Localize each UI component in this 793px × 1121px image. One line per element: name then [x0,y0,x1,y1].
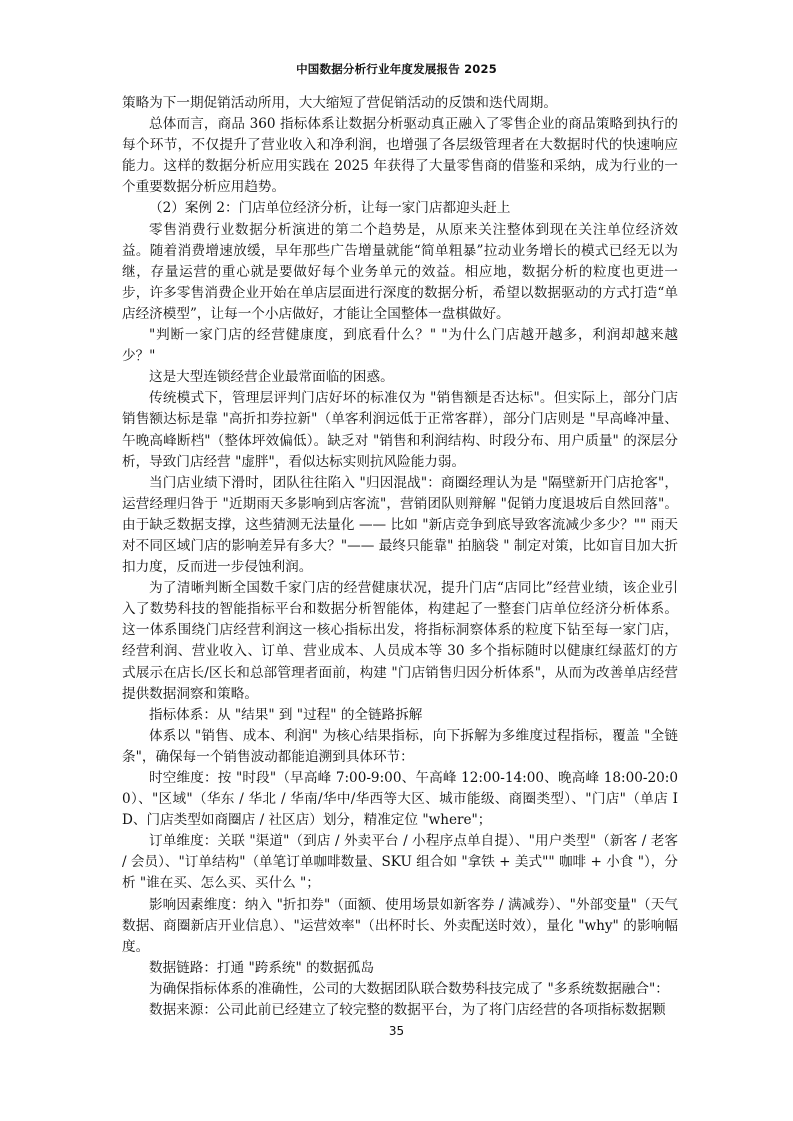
paragraph: 零售消费行业数据分析演进的第二个趋势是，从原来关注整体到现在关注单位经济效益。随着消费增速放缓，早年那些广告增量就能“简单粗暴”拉动业务增长的模式已经无以为继，存量运营的重心就是要做好每个业务单元的效益。相应地，数据分析的粒度也更进一步，许多零售消费企业开始在单店层面进行深度的数据分析，希望以数据驱动的方式打造“单店经济模型”，让每一个小店做好，才能让全国整体一盘棋做好。 [122,221,678,322]
report-body [122,93,678,1021]
paragraph: 策略为下一期促销活动所用，大大缩短了营促销活动的反馈和迭代周期。 [122,95,557,111]
paragraph: 为确保指标体系的准确性，公司的大数据团队联合数势科技完成了 "多系统数据融合"： [149,980,669,997]
report-header-title: 中国数据分析行业年度发展报告 2025 [296,62,497,76]
paragraph: 这是大型连锁经营企业最常面临的困惑。 [149,369,394,386]
subheading-metric-system: 指标体系：从 "结果" 到 "过程" 的全链路拆解 [149,706,423,723]
page-number: 35 [388,1024,405,1038]
paragraph-influence-dimension: 影响因素维度：纳入 "折扣券"（面额、使用场景如新客券 / 满减券）、"外部变量"（天气数据、商圈新店开业信息）、"运营效率"（出杯时长、外卖配送时效），量化 "why" 的影响幅度。 [122,896,678,955]
paragraph: "判断一家门店的经营健康度，到底看什么？" "为什么门店越开越多，利润却越来越少？" [122,327,678,365]
paragraph: 体系以 "销售、成本、利润" 为核心结果指标，向下拆解为多维度过程指标，覆盖 "全链条"，确保每一个销售波动都能追溯到具体环节： [122,727,678,765]
subheading-data-pipeline: 数据链路：打通 "跨系统" 的数据孤岛 [149,959,375,976]
paragraph: 数据来源：公司此前已经建立了较完整的数据平台，为了将门店经营的各项指标数据颗 [149,1002,666,1019]
paragraph: 为了清晰判断全国数千家门店的经营健康状况，提升门店“店同比”经营业绩，该企业引入了数势科技的智能指标平台和数据分析智能体，构建起了一整套门店单位经济分析体系。这一体系围绕门店经营利润这一核心指标出发，将指标洞察体系的粒度下钻至每一家门店，经营利润、营业收入、订单、营业成本、人员成本等 30 多个指标随时以健康红绿蓝灯的方式展示在店长/区长和总部管理者面前，构建 "门店销售归因分析体系"，从而为改善单店经营提供数据洞察和策略。 [122,580,678,702]
paragraph-time-space-dimension: 时空维度：按 "时段"（早高峰 7:00-9:00、午高峰 12:00-14:00、晚高峰 18:00-20:00）、"区域"（华东 / 华北 / 华南/华中/华西等大区、城市能级、商圈类型）、"门店"（单店 ID、门店类型如商圈店 / 社区店）划分，精准定位 "where"； [122,770,678,829]
paragraph: 总体而言，商品 360 指标体系让数据分析驱动真正融入了零售企业的商品策略到执行的每个环节，不仅提升了营业收入和净利润，也增强了各层级管理者在大数据时代的快速响应能力。这样的数据分析应用实践在 2025 年获得了大量零售商的借鉴和采纳，成为行业的一个重要数据分析应用趋势。 [122,116,678,196]
section-heading-case-2: （2）案例 2：门店单位经济分析，让每一家门店都迎头赶上 [149,200,511,217]
paragraph-order-dimension: 订单维度：关联 "渠道"（到店 / 外卖平台 / 小程序点单自提）、"用户类型"（新客 / 老客 / 会员）、"订单结构"（单笔订单咖啡数量、SKU 组合如 "拿铁 + 美式"" 咖啡 + 小食 "），分析 "谁在买、怎么买、买什么 "； [122,833,678,892]
paragraph: 传统模式下，管理层评判门店好坏的标准仅为 "销售额是否达标"。但实际上，部分门店销售额达标是靠 "高折扣券拉新"（单客利润远低于正常客群），部分门店则是 "早高峰冲量、午晚高峰断档"（整体坪效偏低）。缺乏对 "销售和利润结构、时段分布、用户质量" 的深层分析，导致门店经营 "虚胖"，看似达标实则抗风险能力弱。 [122,390,678,470]
paragraph: 当门店业绩下滑时，团队往往陷入 "归因混战"：商圈经理认为是 "隔壁新开门店抢客"，运营经理归咎于 "近期雨天多影响到店客流"，营销团队则辩解 "促销力度退坡后自然回落"。由于缺乏数据支撑，这些猜测无法量化 —— 比如 "新店竞争到底导致客流减少多少？"" 雨天对不同区域门店的影响差异有多大？"—— 最终只能靠" 拍脑袋 " 制定对策，比如盲目加大折扣力度，反而进一步侵蚀利润。 [122,474,678,576]
